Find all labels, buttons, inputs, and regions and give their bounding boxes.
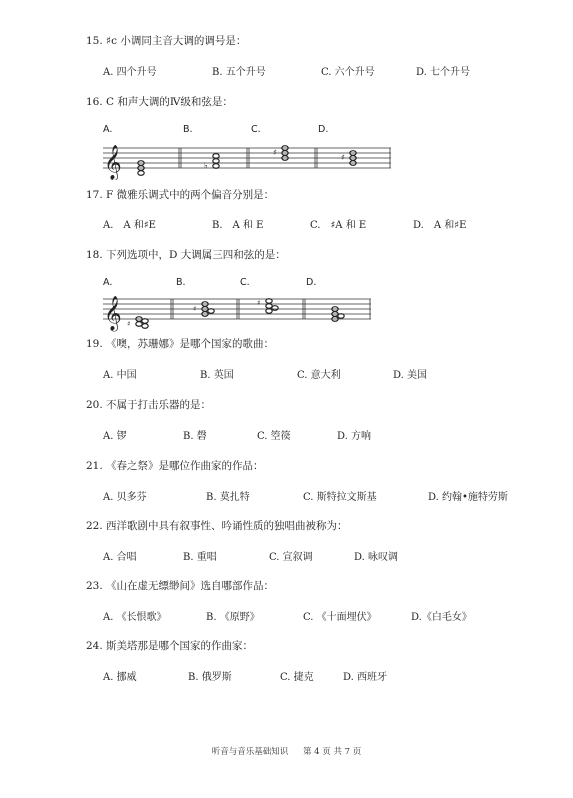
q24-option-d[interactable]: D. 西班牙: [343, 672, 388, 683]
svg-text:♯: ♯: [273, 148, 277, 157]
q15-option-c[interactable]: C. 六个升号: [321, 67, 375, 78]
q22-option-a[interactable]: A. 合唱: [103, 552, 137, 563]
question-16: [86, 94, 233, 109]
q21-option-a[interactable]: A. 贝多芬: [103, 492, 147, 503]
page-footer: [0, 745, 573, 757]
q15-option-d[interactable]: D. 七个升号: [416, 67, 471, 78]
question-18: [86, 247, 286, 262]
question-24: [86, 638, 253, 653]
q23-option-d[interactable]: D.《白毛女》: [411, 612, 472, 623]
q20-option-d[interactable]: D. 方响: [337, 431, 372, 442]
q15-option-a[interactable]: A. 四个升号: [103, 67, 157, 78]
q22-option-c[interactable]: C. 宣叙调: [269, 552, 313, 563]
question-number: 20.: [86, 399, 103, 411]
svg-text:♯: ♯: [341, 153, 345, 162]
q15-option-b[interactable]: B. 五个升号: [212, 67, 266, 78]
question-text: 下列选项中，D 大调属三四和弦的是：: [106, 249, 286, 261]
q18-option-a[interactable]: A.: [103, 277, 113, 288]
svg-text:♯: ♯: [127, 320, 131, 328]
q19-option-d[interactable]: D. 美国: [393, 370, 428, 381]
question-text: 西洋歌剧中具有叙事性、吟诵性质的独唱曲被称为：: [106, 520, 348, 532]
question-number: 19.: [86, 338, 103, 350]
question-number: 24.: [86, 640, 103, 652]
question-number: 23.: [86, 580, 103, 592]
q20-option-b[interactable]: B. 磬: [183, 431, 207, 442]
svg-text:♯: ♯: [193, 305, 197, 313]
q23-option-b[interactable]: B. 《原野》: [206, 612, 260, 623]
question-21: [86, 458, 264, 473]
q18-option-c[interactable]: C.: [240, 277, 250, 288]
q21-option-c[interactable]: C. 斯特拉文斯基: [303, 492, 377, 503]
footer-page-number: 第 4 页 共 7 页: [302, 747, 362, 757]
q17-option-a[interactable]: A. A 和♯E: [103, 220, 156, 231]
question-text: ♯c 小调同主音大调的调号是：: [106, 35, 247, 47]
question-text: F 微雅乐调式中的两个偏音分别是：: [106, 189, 275, 201]
q18-music-staff: [101, 293, 373, 333]
q17-option-d[interactable]: D. A 和♯E: [413, 220, 467, 231]
q24-option-a[interactable]: A. 挪威: [103, 672, 137, 683]
treble-clef-icon: 𝄞: [104, 296, 122, 331]
question-text: 《山在虚无缥缈间》选自哪部作品：: [106, 580, 275, 592]
question-number: 18.: [86, 249, 103, 261]
q16-chord-b: [204, 154, 219, 170]
question-23: [86, 578, 274, 593]
question-19: [86, 336, 274, 351]
svg-text:♯: ♯: [257, 299, 261, 307]
q18-option-b[interactable]: B.: [176, 277, 186, 288]
q17-option-b[interactable]: B. A 和 E: [212, 220, 264, 231]
question-number: 15.: [86, 35, 103, 47]
q17-option-c[interactable]: C. ♯A 和 E: [310, 220, 367, 231]
q16-option-b[interactable]: B.: [183, 124, 193, 135]
q16-option-c[interactable]: C.: [251, 124, 261, 135]
q18-option-d[interactable]: D.: [306, 277, 317, 288]
q19-option-c[interactable]: C. 意大利: [297, 370, 341, 381]
question-17: [86, 187, 274, 202]
q19-option-a[interactable]: A. 中国: [103, 370, 137, 381]
q18-chord-c: [257, 299, 278, 314]
question-number: 21.: [86, 460, 103, 472]
q21-option-b[interactable]: B. 莫扎特: [206, 492, 250, 503]
footer-subject: 听音与音乐基础知识: [211, 747, 289, 757]
question-text: 不属于打击乐器的是：: [106, 399, 212, 411]
question-text: C 和声大调的Ⅳ级和弦是：: [106, 96, 233, 108]
q18-chord-a: [127, 317, 148, 329]
q22-option-b[interactable]: B. 重唱: [183, 552, 217, 563]
question-number: 22.: [86, 520, 103, 532]
q22-option-d[interactable]: D. 咏叹调: [354, 552, 399, 563]
q16-music-staff: [101, 140, 393, 180]
question-text: 《噢，苏珊娜》是哪个国家的歌曲：: [106, 338, 275, 350]
question-text: 斯美塔那是哪个国家的作曲家：: [106, 640, 254, 652]
q19-option-b[interactable]: B. 英国: [200, 370, 234, 381]
svg-text:♭: ♭: [204, 161, 208, 170]
q24-option-c[interactable]: C. 捷克: [280, 672, 314, 683]
question-text: 《春之祭》是哪位作曲家的作品：: [106, 460, 264, 472]
q21-option-d[interactable]: D. 约翰•施特劳斯: [428, 492, 508, 503]
q16-option-a[interactable]: A.: [103, 124, 113, 135]
question-22: [86, 518, 348, 533]
treble-clef-icon: 𝄞: [104, 145, 122, 180]
question-20: [86, 397, 211, 412]
q20-option-a[interactable]: A. 锣: [103, 431, 127, 442]
q20-option-c[interactable]: C. 箜篌: [257, 431, 291, 442]
q23-option-a[interactable]: A. 《长恨歌》: [103, 612, 167, 623]
question-number: 17.: [86, 189, 103, 201]
q16-option-d[interactable]: D.: [318, 124, 329, 135]
q24-option-b[interactable]: B. 俄罗斯: [188, 672, 232, 683]
question-15: [86, 33, 246, 48]
q23-option-c[interactable]: C. 《十面埋伏》: [303, 612, 377, 623]
question-number: 16.: [86, 96, 103, 108]
